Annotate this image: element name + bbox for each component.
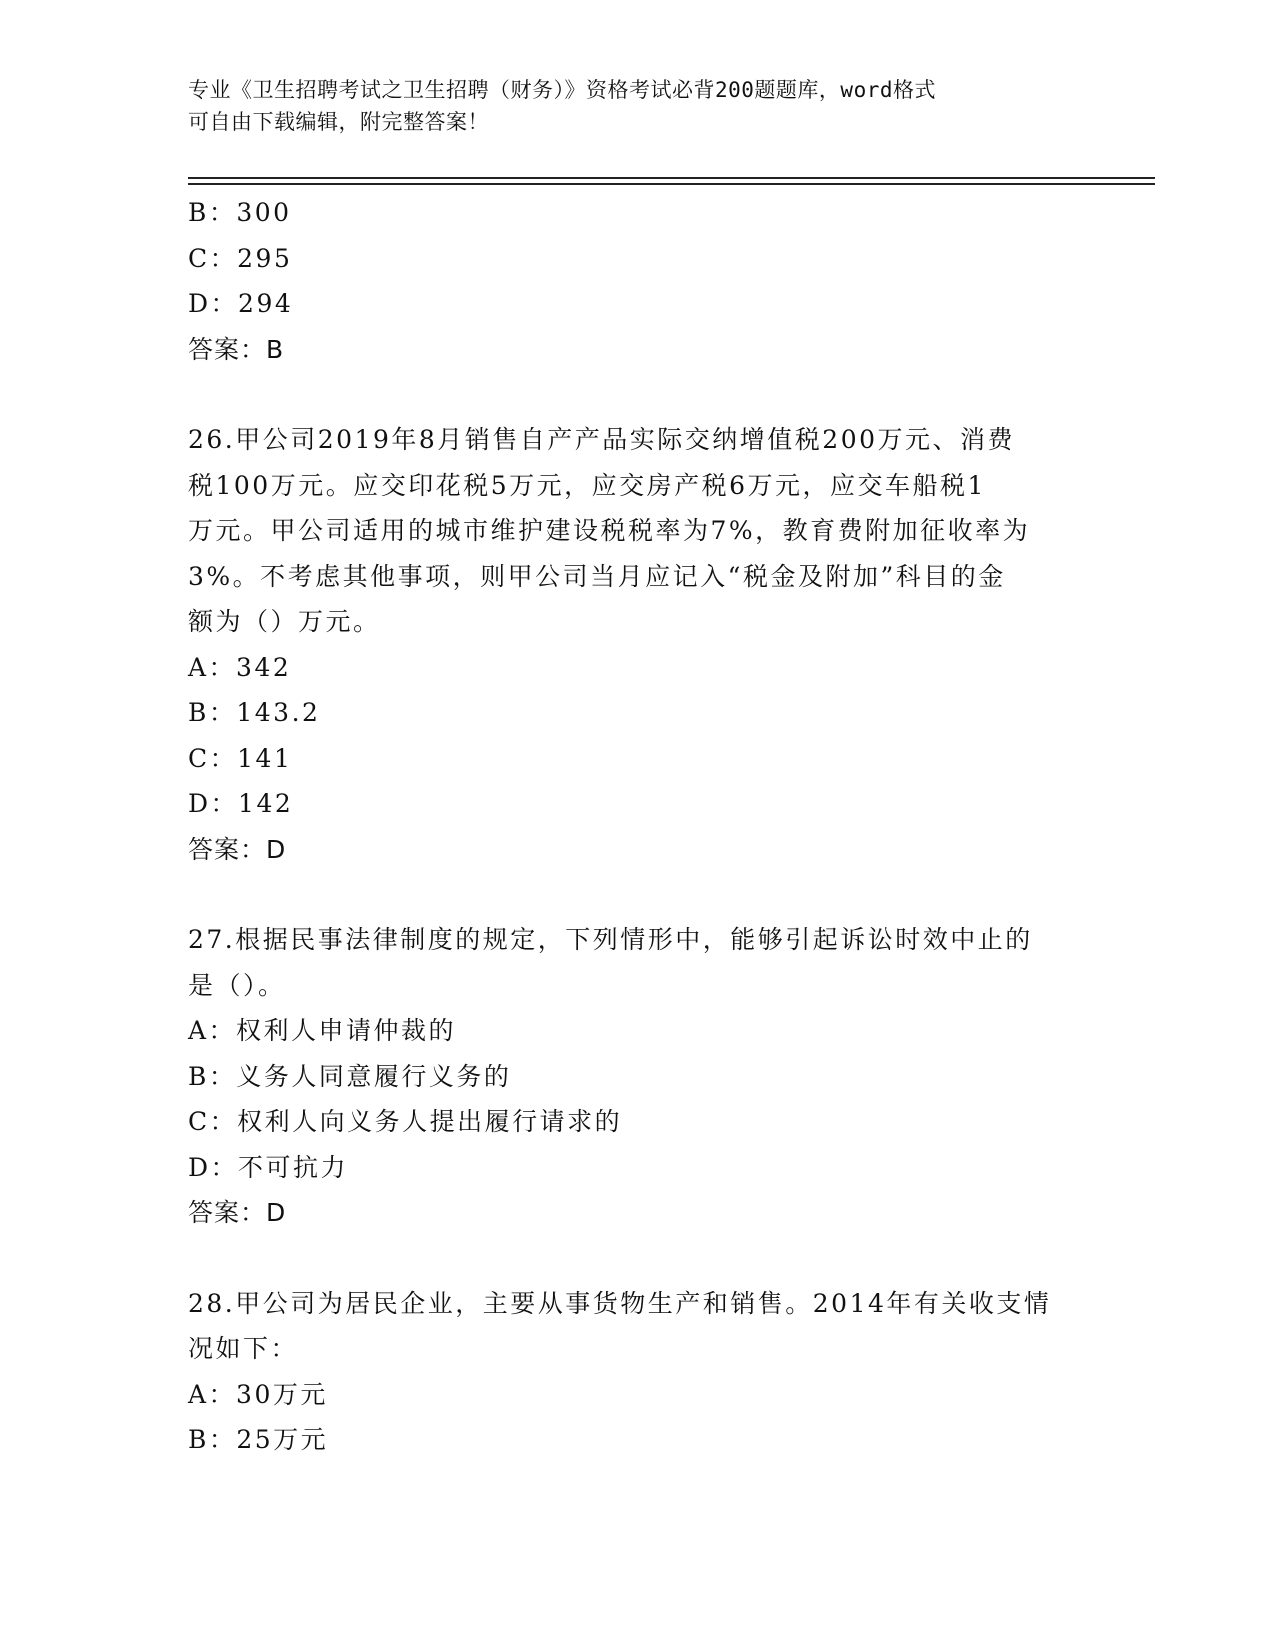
question-text-line: 26.甲公司2019年8月销售自产产品实际交纳增值税200万元、消费 [188, 425, 1016, 454]
question-list [188, 190, 1088, 1463]
spacer [188, 872, 1088, 917]
option-a: A：342 [188, 652, 292, 682]
option-d: D：不可抗力 [188, 1152, 349, 1182]
question-text-line: 况如下： [188, 1334, 299, 1363]
question-text-line: 3%。不考虑其他事项，则甲公司当月应记入“税金及附加”科目的金 [188, 561, 1006, 591]
spacer [188, 372, 1088, 417]
question-27 [188, 917, 1088, 1236]
question-text-line: 是（）。 [188, 970, 286, 1000]
header-divider-top [188, 177, 1155, 179]
option-b: B：300 [188, 198, 292, 227]
question-25 [188, 190, 1088, 372]
question-26 [188, 417, 1088, 872]
question-text-line: 27.根据民事法律制度的规定，下列情形中，能够引起诉讼时效中止的 [188, 925, 1033, 954]
header-title-line-1: 专业《卫生招聘考试之卫生招聘（财务）》资格考试必背200题题库，word格式 [188, 78, 936, 102]
option-c: C：权利人向义务人提出履行请求的 [188, 1107, 623, 1136]
option-d: D：142 [188, 789, 294, 818]
question-text-line: 万元。甲公司适用的城市维护建设税税率为7%，教育费附加征收率为 [188, 516, 1031, 545]
answer-label: 答案：D [188, 1198, 287, 1227]
option-c: C：295 [188, 243, 293, 273]
question-text-line: 28.甲公司为居民企业，主要从事货物生产和销售。2014年有关收支情 [188, 1288, 1052, 1318]
spacer [188, 1236, 1088, 1281]
option-b: B：143.2 [188, 698, 321, 727]
option-c: C：141 [188, 743, 293, 773]
document-header [188, 74, 1068, 138]
question-28 [188, 1281, 1088, 1463]
header-divider-bottom [188, 183, 1155, 185]
option-b: B：25万元 [188, 1425, 329, 1454]
option-a: A：30万元 [188, 1379, 328, 1409]
option-a: A：权利人申请仲裁的 [188, 1016, 457, 1045]
answer-label: 答案：D [188, 834, 287, 864]
question-text-line: 税100万元。应交印花税5万元，应交房产税6万元，应交车船税1 [188, 470, 986, 500]
header-title-line-2: 可自由下载编辑，附完整答案！ [188, 110, 489, 134]
question-text-line: 额为（）万元。 [188, 607, 381, 636]
option-b: B：义务人同意履行义务的 [188, 1061, 512, 1091]
option-d: D：294 [188, 289, 294, 318]
answer-label: 答案：B [188, 334, 285, 364]
